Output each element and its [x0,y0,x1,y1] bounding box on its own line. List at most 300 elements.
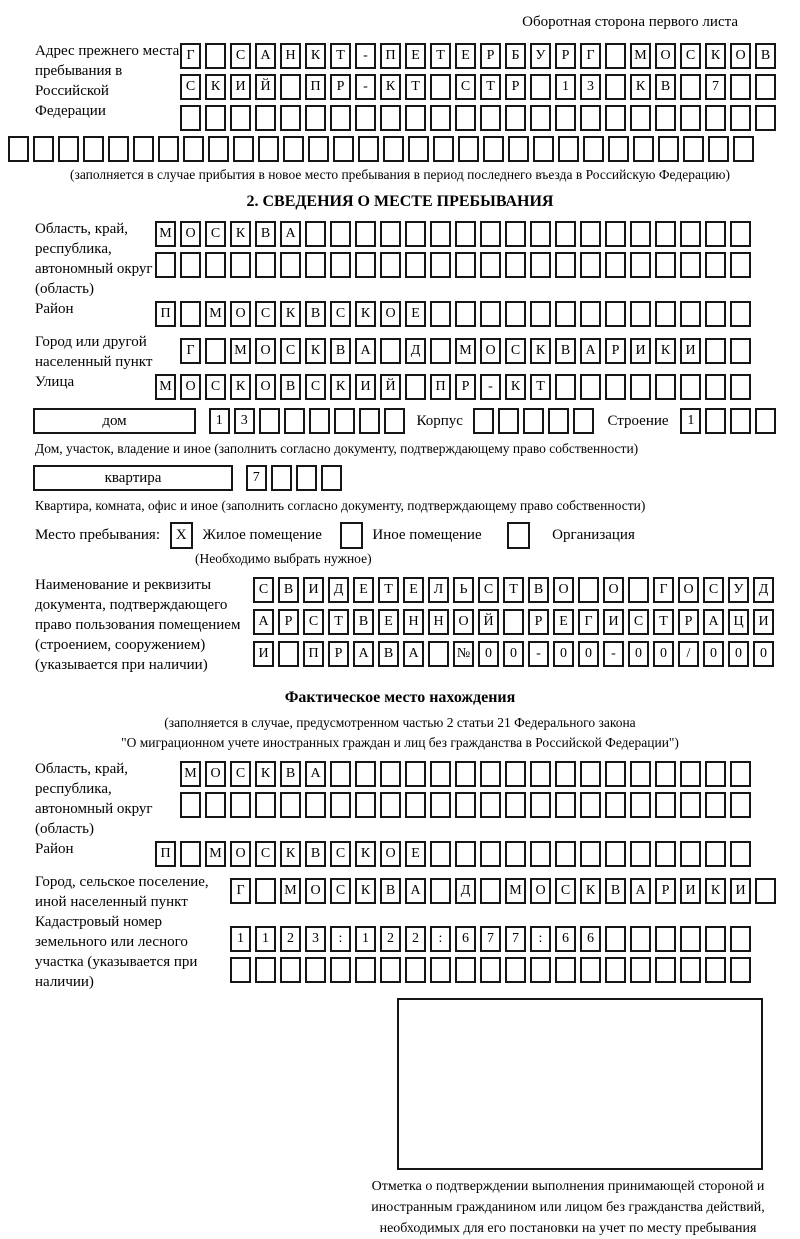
char-cell[interactable] [455,761,476,787]
char-cell[interactable]: К [705,43,726,69]
char-cell[interactable] [430,74,451,100]
char-cell[interactable]: А [355,338,376,364]
region-row-2[interactable] [155,252,755,278]
char-cell[interactable] [605,43,626,69]
char-cell[interactable] [505,957,526,983]
char-cell[interactable] [505,841,526,867]
char-cell[interactable]: 0 [553,641,574,667]
char-cell[interactable] [730,408,751,434]
char-cell[interactable] [580,792,601,818]
char-cell[interactable] [380,221,401,247]
char-cell[interactable] [655,792,676,818]
char-cell[interactable]: 3 [580,74,601,100]
char-cell[interactable] [405,221,426,247]
char-cell[interactable] [680,105,701,131]
char-cell[interactable] [628,577,649,603]
char-cell[interactable] [605,957,626,983]
char-cell[interactable] [280,252,301,278]
char-cell[interactable]: Т [480,74,501,100]
prev-address-overflow-row[interactable] [8,136,800,162]
char-cell[interactable]: А [630,878,651,904]
char-cell[interactable] [230,792,251,818]
char-cell[interactable] [533,136,554,162]
char-cell[interactable] [483,136,504,162]
char-cell[interactable] [480,761,501,787]
char-cell[interactable]: А [305,761,326,787]
char-cell[interactable] [605,301,626,327]
char-cell[interactable]: И [303,577,324,603]
char-cell[interactable] [305,957,326,983]
char-cell[interactable]: С [255,841,276,867]
char-cell[interactable] [680,252,701,278]
char-cell[interactable]: Ц [728,609,749,635]
char-cell[interactable]: М [205,301,226,327]
char-cell[interactable] [430,957,451,983]
char-cell[interactable]: Р [328,641,349,667]
char-cell[interactable]: Д [455,878,476,904]
char-cell[interactable]: В [528,577,549,603]
char-cell[interactable]: : [530,926,551,952]
char-cell[interactable]: К [630,74,651,100]
char-cell[interactable] [230,957,251,983]
char-cell[interactable] [405,761,426,787]
char-cell[interactable]: А [253,609,274,635]
char-cell[interactable]: К [530,338,551,364]
char-cell[interactable] [255,792,276,818]
char-cell[interactable]: О [230,841,251,867]
char-cell[interactable] [505,792,526,818]
cadastral-row-2[interactable] [230,957,755,983]
char-cell[interactable]: Р [278,609,299,635]
char-cell[interactable]: С [205,221,226,247]
char-cell[interactable] [630,926,651,952]
char-cell[interactable] [280,957,301,983]
char-cell[interactable]: С [555,878,576,904]
char-cell[interactable] [458,136,479,162]
char-cell[interactable]: Й [380,374,401,400]
char-cell[interactable] [730,841,751,867]
char-cell[interactable] [330,761,351,787]
char-cell[interactable] [280,105,301,131]
char-cell[interactable]: В [380,878,401,904]
char-cell[interactable]: Т [405,74,426,100]
char-cell[interactable]: В [378,641,399,667]
char-cell[interactable]: П [305,74,326,100]
char-cell[interactable]: В [755,43,776,69]
char-cell[interactable]: 7 [705,74,726,100]
char-cell[interactable]: Е [553,609,574,635]
char-cell[interactable] [505,252,526,278]
char-cell[interactable]: И [680,878,701,904]
char-cell[interactable]: К [280,301,301,327]
char-cell[interactable] [705,957,726,983]
char-cell[interactable] [655,957,676,983]
char-cell[interactable] [183,136,204,162]
char-cell[interactable]: - [603,641,624,667]
char-cell[interactable]: У [530,43,551,69]
char-cell[interactable]: 6 [555,926,576,952]
char-cell[interactable] [480,105,501,131]
char-cell[interactable]: Р [528,609,549,635]
char-cell[interactable]: О [453,609,474,635]
char-cell[interactable] [705,301,726,327]
char-cell[interactable]: А [255,43,276,69]
char-cell[interactable] [548,408,569,434]
char-cell[interactable]: Д [753,577,774,603]
char-cell[interactable]: С [230,43,251,69]
char-cell[interactable]: В [278,577,299,603]
char-cell[interactable]: 0 [478,641,499,667]
char-cell[interactable]: К [330,374,351,400]
char-cell[interactable] [205,105,226,131]
char-cell[interactable] [208,136,229,162]
checkbox-other-premise[interactable] [340,522,363,549]
char-cell[interactable] [405,957,426,983]
char-cell[interactable] [255,252,276,278]
char-cell[interactable] [480,252,501,278]
stroenie-cells[interactable] [680,408,780,434]
char-cell[interactable]: О [180,221,201,247]
char-cell[interactable]: Е [353,577,374,603]
char-cell[interactable]: К [380,74,401,100]
char-cell[interactable]: А [403,641,424,667]
char-cell[interactable] [284,408,305,434]
char-cell[interactable]: Т [503,577,524,603]
char-cell[interactable] [430,338,451,364]
char-cell[interactable]: : [330,926,351,952]
char-cell[interactable]: 2 [380,926,401,952]
fact-region-row-1[interactable] [180,761,755,787]
char-cell[interactable] [730,252,751,278]
char-cell[interactable]: М [505,878,526,904]
char-cell[interactable]: - [355,43,376,69]
char-cell[interactable] [555,761,576,787]
char-cell[interactable]: И [753,609,774,635]
char-cell[interactable]: Е [405,841,426,867]
char-cell[interactable] [380,792,401,818]
char-cell[interactable] [180,301,201,327]
char-cell[interactable] [455,105,476,131]
char-cell[interactable] [630,841,651,867]
char-cell[interactable] [258,136,279,162]
char-cell[interactable] [530,252,551,278]
char-cell[interactable] [230,252,251,278]
char-cell[interactable] [705,761,726,787]
char-cell[interactable] [655,926,676,952]
char-cell[interactable] [730,301,751,327]
city-row[interactable] [180,338,755,364]
char-cell[interactable] [430,105,451,131]
char-cell[interactable] [755,105,776,131]
char-cell[interactable] [733,136,754,162]
char-cell[interactable]: П [430,374,451,400]
char-cell[interactable]: О [305,878,326,904]
char-cell[interactable] [505,301,526,327]
char-cell[interactable]: 2 [280,926,301,952]
char-cell[interactable]: И [230,74,251,100]
street-row[interactable] [155,374,755,400]
char-cell[interactable] [278,641,299,667]
char-cell[interactable]: 1 [555,74,576,100]
char-cell[interactable]: В [353,609,374,635]
char-cell[interactable] [333,136,354,162]
char-cell[interactable] [405,252,426,278]
char-cell[interactable]: 3 [305,926,326,952]
checkbox-organization[interactable] [507,522,530,549]
char-cell[interactable]: Г [180,43,201,69]
char-cell[interactable] [503,609,524,635]
char-cell[interactable] [705,221,726,247]
char-cell[interactable]: Т [330,43,351,69]
char-cell[interactable] [430,841,451,867]
char-cell[interactable] [271,465,292,491]
char-cell[interactable]: К [230,221,251,247]
char-cell[interactable] [480,792,501,818]
char-cell[interactable]: - [528,641,549,667]
char-cell[interactable] [180,792,201,818]
char-cell[interactable]: В [605,878,626,904]
char-cell[interactable]: О [380,301,401,327]
char-cell[interactable]: Д [328,577,349,603]
char-cell[interactable] [355,957,376,983]
char-cell[interactable]: И [253,641,274,667]
char-cell[interactable]: 1 [230,926,251,952]
char-cell[interactable]: О [180,374,201,400]
char-cell[interactable]: 0 [703,641,724,667]
char-cell[interactable]: Р [505,74,526,100]
char-cell[interactable]: В [255,221,276,247]
char-cell[interactable] [358,136,379,162]
char-cell[interactable] [680,221,701,247]
char-cell[interactable] [108,136,129,162]
char-cell[interactable] [555,252,576,278]
char-cell[interactable]: И [680,338,701,364]
char-cell[interactable]: О [230,301,251,327]
char-cell[interactable]: 3 [234,408,255,434]
char-cell[interactable] [605,74,626,100]
char-cell[interactable] [380,338,401,364]
char-cell[interactable] [755,878,776,904]
char-cell[interactable]: С [305,374,326,400]
char-cell[interactable] [430,792,451,818]
char-cell[interactable] [405,792,426,818]
char-cell[interactable] [330,221,351,247]
char-cell[interactable]: И [603,609,624,635]
char-cell[interactable] [523,408,544,434]
char-cell[interactable] [255,878,276,904]
char-cell[interactable]: Е [405,301,426,327]
char-cell[interactable] [633,136,654,162]
char-cell[interactable] [505,105,526,131]
char-cell[interactable] [530,221,551,247]
char-cell[interactable]: О [255,338,276,364]
char-cell[interactable]: Н [403,609,424,635]
char-cell[interactable] [608,136,629,162]
char-cell[interactable]: Т [430,43,451,69]
char-cell[interactable]: С [180,74,201,100]
apartment-cells[interactable] [246,465,346,491]
char-cell[interactable] [359,408,380,434]
char-cell[interactable] [530,792,551,818]
char-cell[interactable]: - [480,374,501,400]
char-cell[interactable]: В [305,841,326,867]
char-cell[interactable] [480,301,501,327]
char-cell[interactable] [330,105,351,131]
char-cell[interactable]: К [280,841,301,867]
char-cell[interactable]: П [380,43,401,69]
char-cell[interactable] [730,338,751,364]
char-cell[interactable] [580,374,601,400]
char-cell[interactable] [580,252,601,278]
char-cell[interactable] [455,792,476,818]
char-cell[interactable] [480,957,501,983]
char-cell[interactable] [705,408,726,434]
fact-region-row-2[interactable] [180,792,755,818]
char-cell[interactable] [680,74,701,100]
char-cell[interactable]: С [253,577,274,603]
char-cell[interactable] [605,841,626,867]
char-cell[interactable] [555,105,576,131]
char-cell[interactable] [755,74,776,100]
char-cell[interactable] [580,301,601,327]
char-cell[interactable] [555,221,576,247]
char-cell[interactable]: 0 [728,641,749,667]
char-cell[interactable]: 7 [505,926,526,952]
char-cell[interactable] [555,957,576,983]
char-cell[interactable]: В [305,301,326,327]
char-cell[interactable] [705,374,726,400]
char-cell[interactable] [730,74,751,100]
char-cell[interactable] [455,252,476,278]
char-cell[interactable] [455,301,476,327]
char-cell[interactable] [133,136,154,162]
char-cell[interactable]: 6 [455,926,476,952]
char-cell[interactable] [280,74,301,100]
char-cell[interactable]: К [355,878,376,904]
char-cell[interactable] [480,221,501,247]
char-cell[interactable]: Г [180,338,201,364]
char-cell[interactable]: К [355,301,376,327]
char-cell[interactable]: 1 [209,408,230,434]
char-cell[interactable]: Е [403,577,424,603]
korpus-cells[interactable] [473,408,598,434]
char-cell[interactable]: П [155,301,176,327]
char-cell[interactable] [505,221,526,247]
document-row-2[interactable] [253,609,778,635]
char-cell[interactable]: 0 [753,641,774,667]
char-cell[interactable] [655,841,676,867]
char-cell[interactable] [655,252,676,278]
char-cell[interactable]: № [453,641,474,667]
char-cell[interactable] [530,841,551,867]
char-cell[interactable]: М [630,43,651,69]
checkbox-residential[interactable]: X [170,522,193,549]
char-cell[interactable] [705,252,726,278]
char-cell[interactable]: Т [530,374,551,400]
char-cell[interactable]: Г [580,43,601,69]
char-cell[interactable]: М [230,338,251,364]
char-cell[interactable]: 7 [480,926,501,952]
char-cell[interactable] [430,221,451,247]
char-cell[interactable] [605,792,626,818]
char-cell[interactable] [321,465,342,491]
char-cell[interactable]: О [255,374,276,400]
char-cell[interactable] [658,136,679,162]
char-cell[interactable]: Г [653,577,674,603]
char-cell[interactable] [530,105,551,131]
char-cell[interactable] [655,374,676,400]
char-cell[interactable]: К [230,374,251,400]
char-cell[interactable]: / [678,641,699,667]
char-cell[interactable] [233,136,254,162]
char-cell[interactable] [455,221,476,247]
char-cell[interactable]: Р [655,878,676,904]
char-cell[interactable]: : [430,926,451,952]
char-cell[interactable] [578,577,599,603]
char-cell[interactable] [605,761,626,787]
char-cell[interactable]: 1 [355,926,376,952]
char-cell[interactable]: А [405,878,426,904]
char-cell[interactable] [405,105,426,131]
char-cell[interactable] [555,374,576,400]
char-cell[interactable]: О [678,577,699,603]
prev-address-row-2[interactable] [180,74,780,100]
char-cell[interactable]: И [730,878,751,904]
char-cell[interactable]: 1 [680,408,701,434]
char-cell[interactable] [555,792,576,818]
house-type-box[interactable]: дом [33,408,196,434]
char-cell[interactable] [630,221,651,247]
char-cell[interactable]: В [330,338,351,364]
char-cell[interactable] [605,252,626,278]
char-cell[interactable]: С [703,577,724,603]
char-cell[interactable] [630,105,651,131]
char-cell[interactable]: П [303,641,324,667]
char-cell[interactable] [330,792,351,818]
char-cell[interactable]: О [603,577,624,603]
char-cell[interactable] [705,926,726,952]
char-cell[interactable] [180,105,201,131]
char-cell[interactable]: 0 [503,641,524,667]
char-cell[interactable] [296,465,317,491]
char-cell[interactable] [83,136,104,162]
char-cell[interactable] [355,252,376,278]
char-cell[interactable] [580,221,601,247]
char-cell[interactable] [330,252,351,278]
char-cell[interactable] [498,408,519,434]
char-cell[interactable]: С [280,338,301,364]
char-cell[interactable]: М [205,841,226,867]
char-cell[interactable] [380,957,401,983]
char-cell[interactable]: Й [255,74,276,100]
char-cell[interactable]: 6 [580,926,601,952]
char-cell[interactable] [605,105,626,131]
char-cell[interactable]: А [280,221,301,247]
char-cell[interactable]: С [330,301,351,327]
char-cell[interactable]: Т [653,609,674,635]
char-cell[interactable]: М [155,221,176,247]
char-cell[interactable] [205,252,226,278]
char-cell[interactable]: П [155,841,176,867]
char-cell[interactable] [428,641,449,667]
prev-address-row-3[interactable] [180,105,780,131]
district-row[interactable] [155,301,755,327]
char-cell[interactable]: С [455,74,476,100]
char-cell[interactable] [655,221,676,247]
char-cell[interactable] [380,105,401,131]
char-cell[interactable]: О [655,43,676,69]
char-cell[interactable]: И [630,338,651,364]
